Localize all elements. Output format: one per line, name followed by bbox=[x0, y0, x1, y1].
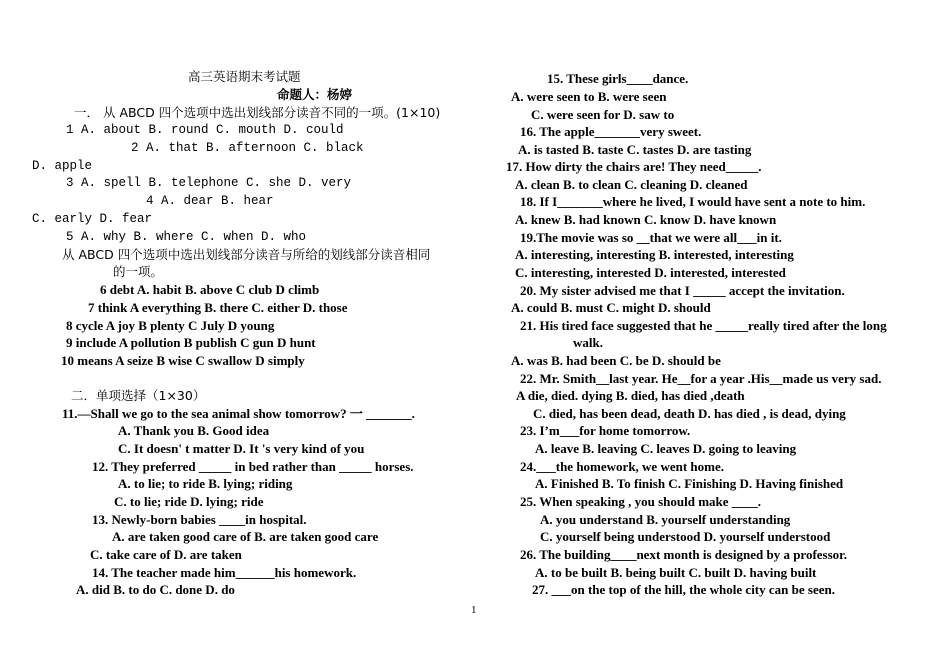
question-25-options-ab: A. you understand B. yourself understanding bbox=[540, 512, 791, 527]
question-11-options-ab: A. Thank you B. Good idea bbox=[118, 423, 270, 438]
question-15: 15. These girls____dance. bbox=[547, 71, 689, 86]
question-24-options: A. Finished B. To finish C. Finishing D. Having finished bbox=[535, 476, 844, 491]
question-14-options: A. did B. to do C. done D. do bbox=[76, 582, 235, 597]
question-12-options-cd: C. to lie; ride D. lying; ride bbox=[114, 494, 264, 509]
question-16: 16. The apple_______very sweet. bbox=[520, 124, 702, 139]
section1-heading: 一． 从 ABCD 四个选项中选出划线部分读音不同的一项。(1×10) bbox=[74, 105, 441, 120]
question-21-line2: walk. bbox=[573, 335, 603, 350]
exam-title: 高三英语期末考试题 bbox=[188, 69, 301, 84]
question-24: 24.___the homework, we went home. bbox=[520, 459, 725, 474]
question-20: 20. My sister advised me that I _____ accept the invitation. bbox=[520, 283, 845, 298]
question-21-options: A. was B. had been C. be D. should be bbox=[511, 353, 721, 368]
question-11: 11.—Shall we go to the sea animal show tomorrow? 一 _______. bbox=[62, 406, 415, 421]
question-13-options-ab: A. are taken good care of B. are taken good care bbox=[112, 529, 379, 544]
question-23-options: A. leave B. leaving C. leaves D. going to leaving bbox=[535, 441, 797, 456]
question-7: 7 think A everything B. there C. either D. those bbox=[88, 300, 348, 315]
question-13-options-cd: C. take care of D. are taken bbox=[90, 547, 242, 562]
question-4-options-cd: C. early D. fear bbox=[32, 212, 153, 226]
question-22-options-ab: A die, died. dying B. died, has died ,death bbox=[516, 388, 745, 403]
question-1: 1 A. about B. round C. mouth D. could bbox=[66, 123, 344, 137]
question-20-options: A. could B. must C. might D. should bbox=[511, 300, 711, 315]
question-6: 6 debt A. habit B. above C club D climb bbox=[100, 282, 320, 297]
question-26-options: A. to be built B. being built C. built D. having built bbox=[535, 565, 817, 580]
question-18: 18. If I_______where he lived, I would have sent a note to him. bbox=[520, 194, 866, 209]
question-8: 8 cycle A joy B plenty C July D young bbox=[66, 318, 275, 333]
question-12-options-ab: A. to lie; to ride B. lying; riding bbox=[118, 476, 293, 491]
question-25-options-cd: C. yourself being understood D. yourself understood bbox=[540, 529, 831, 544]
question-5: 5 A. why B. where C. when D. who bbox=[66, 230, 307, 244]
question-12: 12. They preferred _____ in bed rather than _____ horses. bbox=[92, 459, 414, 474]
section1b-heading-line1: 从 ABCD 四个选项中选出划线部分读音与所给的划线部分读音相同 bbox=[62, 247, 431, 262]
question-25: 25. When speaking , you should make ____. bbox=[520, 494, 762, 509]
question-23: 23. I’m___for home tomorrow. bbox=[520, 423, 691, 438]
question-17-options: A. clean B. to clean C. cleaning D. cleaned bbox=[515, 177, 748, 192]
question-4: 4 A. dear B. hear bbox=[146, 194, 274, 208]
question-16-options: A. is tasted B. taste C. tastes D. are tasting bbox=[518, 142, 752, 157]
question-11-options-cd: C. It doesn' t matter D. It 's very kind of you bbox=[118, 441, 365, 456]
question-13: 13. Newly-born babies ____in hospital. bbox=[92, 512, 307, 527]
question-19: 19.The movie was so __that we were all___in it. bbox=[520, 230, 782, 245]
author-line: 命题人：杨婷 bbox=[277, 87, 353, 102]
question-15-options-cd: C. were seen for D. saw to bbox=[531, 107, 675, 122]
question-22-options-cd: C. died, has been dead, death D. has died , is dead, dying bbox=[533, 406, 846, 421]
question-2-option-d: D. apple bbox=[32, 159, 93, 173]
question-17: 17. How dirty the chairs are! They need_____. bbox=[506, 159, 762, 174]
question-9: 9 include A pollution B publish C gun D hunt bbox=[66, 335, 316, 350]
question-3: 3 A. spell B. telephone C. she D. very bbox=[66, 176, 352, 190]
question-26: 26. The building____next month is designed by a professor. bbox=[520, 547, 847, 562]
question-18-options: A. knew B. had known C. know D. have known bbox=[515, 212, 777, 227]
section1b-heading-line2: 的一项。 bbox=[113, 264, 164, 279]
question-10: 10 means A seize B wise C swallow D simply bbox=[61, 353, 305, 368]
question-15-options-ab: A. were seen to B. were seen bbox=[511, 89, 667, 104]
question-22: 22. Mr. Smith__last year. He__for a year .His__made us very sad. bbox=[520, 371, 882, 386]
section2-heading: 二．单项选择（1×30） bbox=[71, 388, 206, 403]
question-14: 14. The teacher made him______his homework. bbox=[92, 565, 357, 580]
question-19-options-cd: C. interesting, interested D. interested, interested bbox=[515, 265, 786, 280]
question-19-options-ab: A. interesting, interesting B. interested, interesting bbox=[515, 247, 794, 262]
page-number: 1 bbox=[471, 604, 477, 616]
question-27: 27. ___on the top of the hill, the whole city can be seen. bbox=[532, 582, 835, 597]
question-2: 2 A. that B. afternoon C. black bbox=[131, 141, 364, 155]
question-21-line1: 21. His tired face suggested that he _____really tired after the long bbox=[520, 318, 887, 333]
